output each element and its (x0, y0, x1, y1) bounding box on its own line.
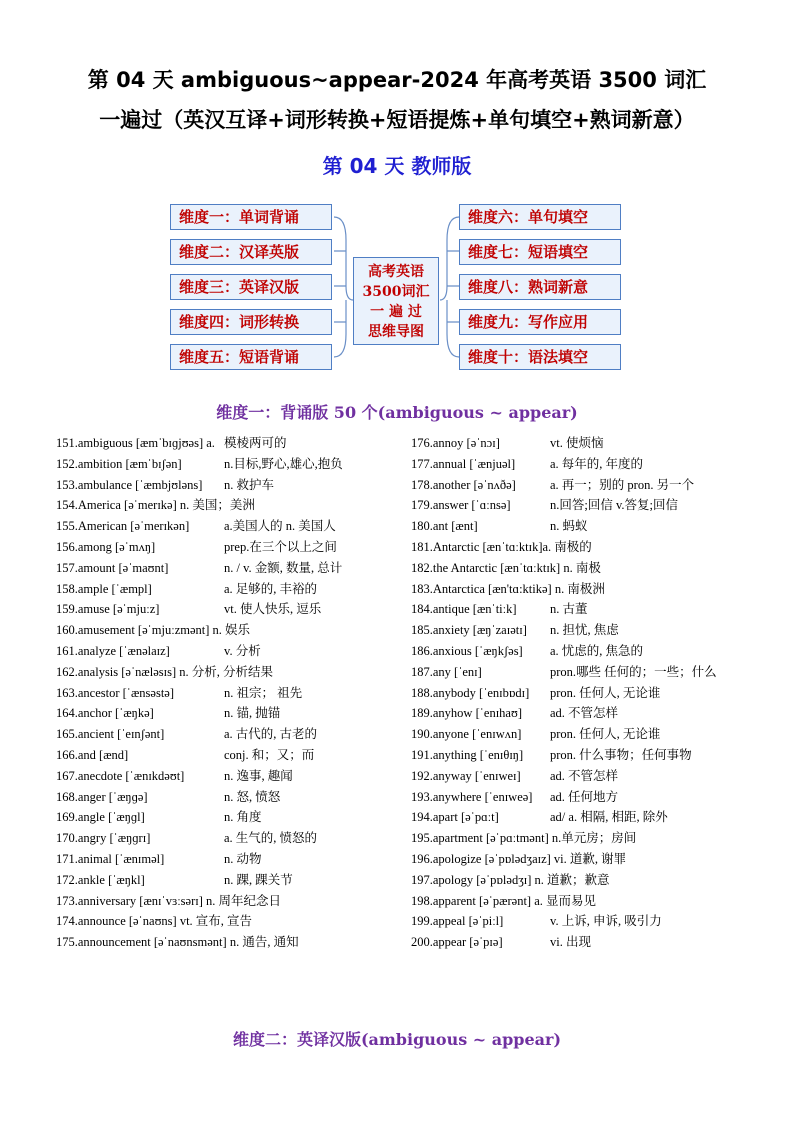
word-meaning: v. 上诉, 申诉, 吸引力 (550, 914, 662, 929)
word-headword: 187.any [ˈenɪ] (411, 664, 482, 679)
word-meaning: pron. 任何人, 无论谁 (550, 685, 661, 700)
word-meaning: vt. 使人快乐, 逗乐 (224, 602, 322, 617)
word-entry (56, 745, 396, 766)
word-entry (411, 537, 751, 558)
word-headword: 172.ankle [ˈæŋkl] (56, 872, 145, 887)
word-headword: 155.American [əˈmerɪkən] (56, 519, 190, 534)
word-meaning: conj. 和；又；而 (224, 747, 315, 762)
word-entry (411, 807, 751, 828)
word-meaning: a. 足够的, 丰裕的 (224, 581, 318, 596)
word-headword: 179.answer [ˈɑːnsə] (411, 498, 511, 513)
word-headword: 165.ancient [ˈeɪnʃənt] (56, 727, 165, 742)
word-entry (411, 891, 751, 912)
word-entry (56, 683, 396, 704)
word-entry (411, 433, 751, 454)
word-entry (56, 558, 396, 579)
word-meaning: ad. 不管怎样 (550, 768, 619, 783)
word-headword: 154.America [əˈmerɪkə] n. 美国；美洲 (56, 498, 255, 513)
word-entry (411, 620, 751, 641)
word-headword: 157.amount [əˈmaʊnt] (56, 560, 169, 575)
word-meaning: a.美国人的 n. 美国人 (224, 519, 336, 534)
word-entry (56, 766, 396, 787)
word-headword: 173.anniversary [ænɪˈvɜːsərɪ] n. 周年纪念日 (56, 893, 282, 908)
word-entry (56, 787, 396, 808)
mindmap-node-left-4: 维度四：词形转换 (170, 309, 332, 335)
word-entry (411, 599, 751, 620)
word-headword: 170.angry [ˈæŋɡrɪ] (56, 831, 151, 846)
word-headword: 200.appear [əˈpɪə] (411, 935, 503, 950)
document-title-line-1: 第 04 天 ambiguous~appear-2024 年高考英语 3500 词汇 (87, 68, 707, 92)
mindmap-node-right-5: 维度十：语法填空 (459, 344, 621, 370)
word-headword: 171.animal [ˈænɪməl] (56, 851, 165, 866)
word-meaning: ad. 任何地方 (550, 789, 619, 804)
word-entry (411, 558, 751, 579)
word-meaning: v. 分析 (224, 643, 261, 658)
word-entry (56, 849, 396, 870)
word-entry (56, 724, 396, 745)
word-entry (56, 932, 396, 953)
word-entry (411, 932, 751, 953)
word-meaning: a. 古代的, 古老的 (224, 727, 318, 742)
word-entry (411, 454, 751, 475)
word-meaning: a. 生气的, 愤怒的 (224, 831, 318, 846)
word-meaning: 模棱两可的 (224, 436, 287, 450)
word-entry (411, 703, 751, 724)
word-meaning: prep.在三个以上之间 (224, 539, 337, 554)
word-headword: 178.another [əˈnʌðə] (411, 477, 516, 492)
word-entry (56, 537, 396, 558)
word-headword: 180.ant [ænt] (411, 519, 478, 534)
word-entry (411, 724, 751, 745)
word-entry (56, 891, 396, 912)
word-entry (411, 579, 751, 600)
word-entry (56, 516, 396, 537)
word-headword: 191.anything [ˈenɪθɪŋ] (411, 747, 524, 762)
mindmap-center-line: 3500词汇 (362, 284, 430, 300)
word-meaning: n. / v. 金额, 数量, 总计 (224, 560, 343, 575)
word-entry (411, 495, 751, 516)
word-entry (56, 579, 396, 600)
word-headword: 190.anyone [ˈenɪwʌn] (411, 727, 522, 742)
word-entry (411, 787, 751, 808)
word-headword: 168.anger [ˈæŋɡə] (56, 789, 148, 804)
word-entry (56, 475, 396, 496)
word-headword: 182.the Antarctic [ænˈtɑːktɪk] n. 南极 (411, 560, 601, 575)
mindmap-center-line: 一 遍 过 (370, 304, 422, 320)
word-entry (56, 807, 396, 828)
word-meaning: n. 怒, 愤怒 (224, 789, 281, 804)
word-meaning: a. 每年的, 年度的 (550, 456, 644, 471)
word-entry (56, 662, 396, 683)
word-meaning: ad/ a. 相隔, 相距, 除外 (550, 810, 668, 825)
word-headword: 162.analysis [əˈnæləsɪs] n. 分析, 分析结果 (56, 664, 273, 679)
document-subtitle: 第 04 天 教师版 (322, 154, 472, 178)
word-meaning: n. 角度 (224, 810, 262, 825)
word-meaning: n. 锚, 抛锚 (224, 706, 281, 721)
word-meaning: n. 祖宗； 祖先 (224, 685, 303, 700)
word-entry (56, 641, 396, 662)
word-entry (411, 870, 751, 891)
word-headword: 199.appeal [əˈpiːl] (411, 914, 504, 929)
word-headword: 195.apartment [əˈpɑːtmənt] n.单元房；房间 (411, 831, 637, 846)
word-headword: 194.apart [əˈpɑːt] (411, 810, 499, 825)
word-meaning: pron. 任何人, 无论谁 (550, 727, 661, 742)
word-entry (56, 911, 396, 932)
word-entry (56, 703, 396, 724)
word-entry (56, 454, 396, 475)
mindmap-node-left-3: 维度三：英译汉版 (170, 274, 332, 300)
word-headword: 151.ambiguous [æmˈbɪɡjʊəs] a. (56, 436, 215, 450)
word-headword: 169.angle [ˈæŋɡl] (56, 810, 145, 825)
word-meaning: vi. 出现 (550, 935, 591, 950)
word-headword: 175.announcement [əˈnaʊnsmənt] n. 通告, 通知 (56, 935, 299, 950)
word-meaning: n. 蚂蚁 (550, 519, 588, 534)
word-headword: 174.announce [əˈnaʊns] vt. 宣布, 宣告 (56, 914, 253, 929)
word-headword: 163.ancestor [ˈænsəstə] (56, 685, 175, 700)
mindmap-node-right-2: 维度七：短语填空 (459, 239, 621, 265)
mindmap-node-right-4: 维度九：写作应用 (459, 309, 621, 335)
word-meaning: a. 再一；别的 pron. 另一个 (550, 477, 695, 492)
mindmap-node-right-3: 维度八：熟词新意 (459, 274, 621, 300)
word-headword: 197.apology [əˈpɒlədʒɪ] n. 道歉；歉意 (411, 872, 610, 887)
word-entry (56, 828, 396, 849)
mindmap-node-left-1: 维度一：单词背诵 (170, 204, 332, 230)
word-headword: 186.anxious [ˈæŋkʃəs] (411, 643, 523, 658)
word-meaning: n.目标,野心,雄心,抱负 (224, 456, 343, 471)
word-headword: 185.anxiety [æŋˈzaɪətɪ] (411, 623, 527, 638)
word-entry (411, 745, 751, 766)
word-entry (411, 828, 751, 849)
word-headword: 183.Antarctica [æn'tɑ:ktikə] n. 南极洲 (411, 581, 605, 596)
word-entry (56, 870, 396, 891)
word-headword: 156.among [əˈmʌŋ] (56, 539, 156, 554)
word-headword: 158.ample [ˈæmpl] (56, 581, 152, 596)
word-headword: 167.anecdote [ˈænɪkdəʊt] (56, 768, 185, 783)
word-meaning: n. 踝, 踝关节 (224, 872, 293, 887)
word-entry (411, 516, 751, 537)
word-headword: 164.anchor [ˈæŋkə] (56, 706, 154, 721)
word-headword: 198.apparent [əˈpærənt] a. 显而易见 (411, 893, 597, 908)
word-headword: 161.analyze [ˈænəlaɪz] (56, 643, 170, 658)
mindmap-center-line: 思维导图 (368, 324, 424, 340)
word-meaning: n.回答;回信 v.答复;回信 (550, 498, 679, 513)
word-meaning: ad. 不管怎样 (550, 706, 619, 721)
word-meaning: n. 逸事, 趣闻 (224, 768, 293, 783)
word-headword: 160.amusement [əˈmjuːzmənt] n. 娱乐 (56, 623, 251, 638)
word-headword: 181.Antarctic [ænˈtɑːktɪk]a. 南极的 (411, 539, 592, 554)
word-entry (411, 849, 751, 870)
document-title-line-2: 一遍过（英汉互译+词形转换+短语提炼+单句填空+熟词新意） (99, 108, 695, 132)
word-headword: 196.apologize [əˈpɒlədʒaɪz] vi. 道歉, 谢罪 (411, 851, 627, 866)
section-heading-1: 维度一：背诵版 50 个(ambiguous ~ appear) (216, 403, 578, 422)
word-meaning: pron.哪些 任何的；一些；什么 (550, 664, 717, 679)
word-entry (411, 475, 751, 496)
word-headword: 159.amuse [əˈmjuːz] (56, 602, 160, 617)
word-headword: 152.ambition [æmˈbɪʃən] (56, 456, 182, 471)
word-entry (56, 433, 396, 454)
word-meaning: n. 古董 (550, 602, 588, 617)
word-entry (411, 766, 751, 787)
word-meaning: n. 动物 (224, 851, 262, 866)
word-entry (411, 911, 751, 932)
mindmap-center-line: 高考英语 (368, 264, 424, 280)
mindmap-center-node (353, 257, 439, 345)
word-headword: 193.anywhere [ˈenɪweə] (411, 789, 533, 804)
word-headword: 177.annual [ˈænjuəl] (411, 456, 516, 471)
word-headword: 153.ambulance [ˈæmbjʊləns] (56, 477, 203, 492)
word-headword: 189.anyhow [ˈenɪhaʊ] (411, 706, 522, 721)
word-entry (411, 662, 751, 683)
mindmap-node-left-2: 维度二：汉译英版 (170, 239, 332, 265)
word-meaning: pron. 什么事物；任何事物 (550, 747, 692, 762)
word-meaning: a. 忧虑的, 焦急的 (550, 643, 644, 658)
word-list-right (411, 433, 751, 953)
word-list-left (56, 433, 396, 953)
word-meaning: n. 担忧, 焦虑 (550, 623, 619, 638)
word-headword: 176.annoy [əˈnɔɪ] (411, 436, 500, 450)
word-entry (56, 599, 396, 620)
word-meaning: vt. 使烦恼 (550, 436, 604, 450)
word-meaning: n. 救护车 (224, 477, 275, 492)
mindmap-node-right-1: 维度六：单句填空 (459, 204, 621, 230)
word-entry (411, 683, 751, 704)
section-heading-2: 维度二：英译汉版(ambiguous ~ appear) (232, 1030, 562, 1049)
word-entry (411, 641, 751, 662)
word-entry (56, 620, 396, 641)
word-headword: 166.and [ænd] (56, 747, 129, 762)
word-headword: 192.anyway [ˈenɪweɪ] (411, 768, 521, 783)
mindmap-node-left-5: 维度五：短语背诵 (170, 344, 332, 370)
word-headword: 188.anybody [ˈenɪbɒdɪ] (411, 685, 530, 700)
word-headword: 184.antique [ænˈtiːk] (411, 602, 517, 617)
word-entry (56, 495, 396, 516)
